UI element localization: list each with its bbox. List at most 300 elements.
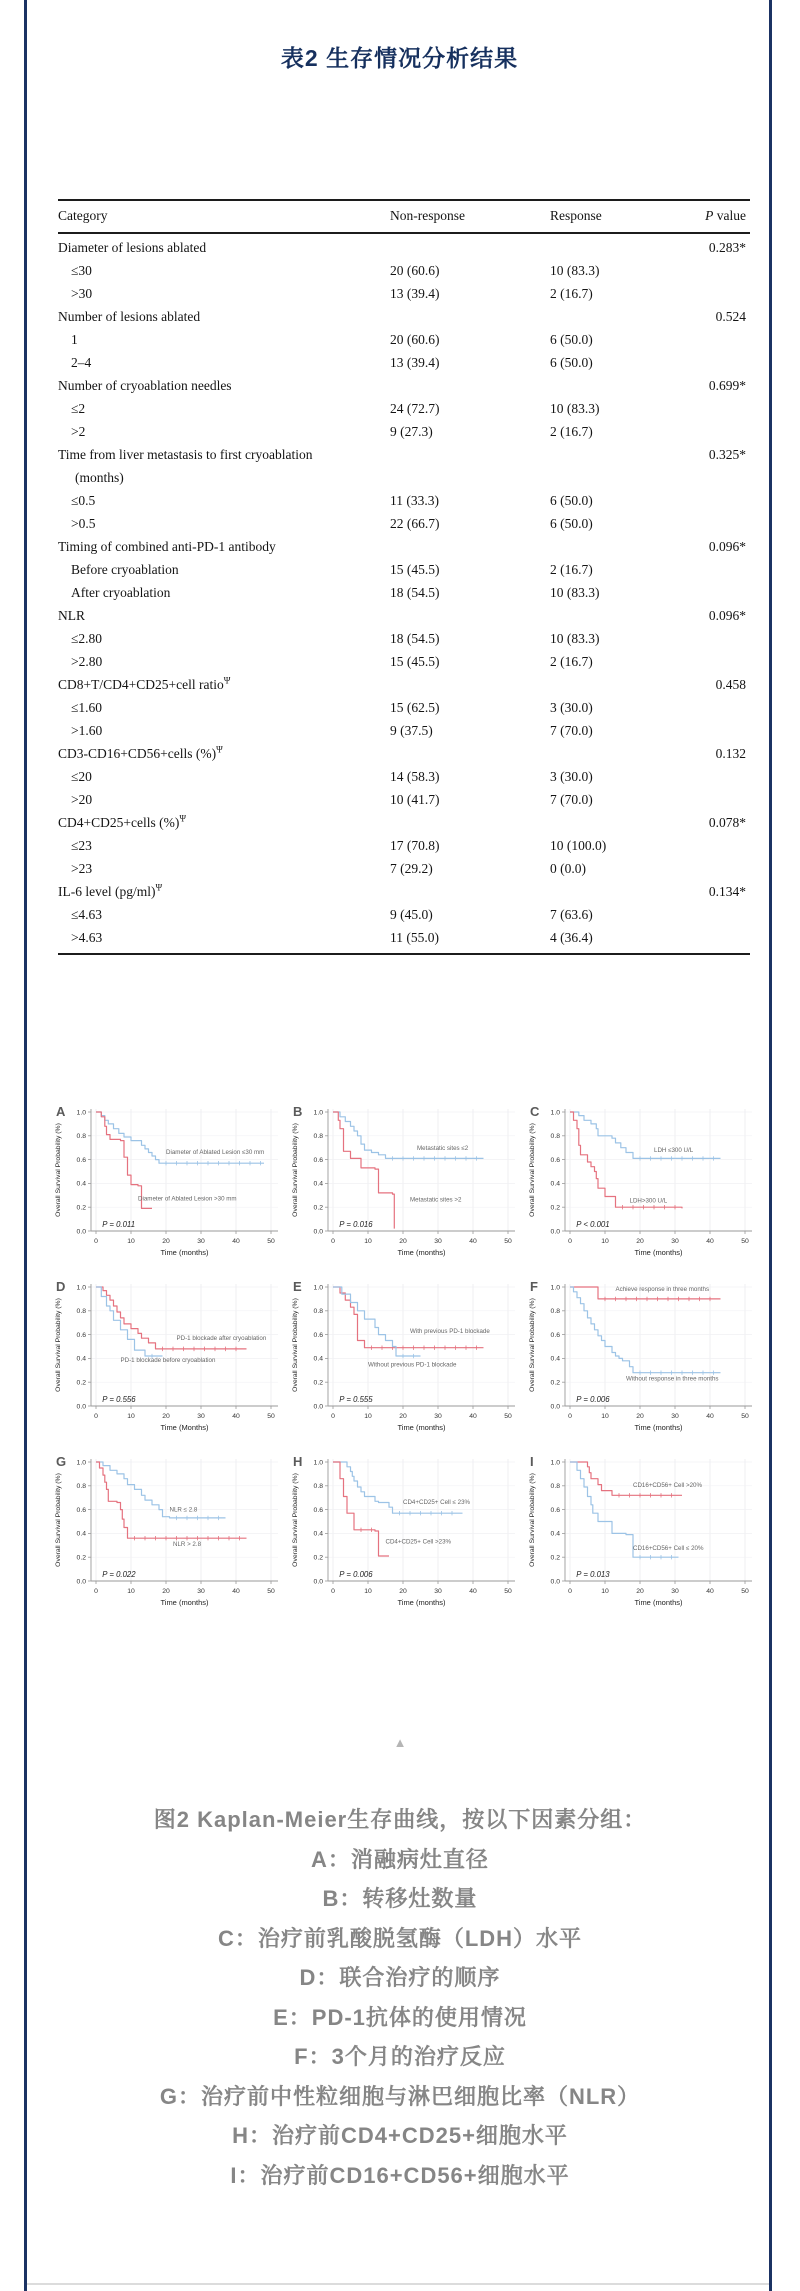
svg-text:0.8: 0.8 <box>313 1308 323 1316</box>
svg-text:10: 10 <box>364 1238 372 1245</box>
svg-text:0.2: 0.2 <box>550 1204 560 1212</box>
row-p-value <box>690 420 750 443</box>
row-non-response: 14 (58.3) <box>390 769 440 784</box>
row-response <box>550 673 690 696</box>
svg-text:0.4: 0.4 <box>76 1530 86 1538</box>
row-non-response: 11 (33.3) <box>390 493 439 508</box>
svg-text:10: 10 <box>601 1588 609 1595</box>
svg-text:40: 40 <box>232 1588 240 1595</box>
row-non-response: 24 (72.7) <box>390 401 440 416</box>
row-p-value: 0.458 <box>715 677 746 692</box>
row-p-value <box>690 765 750 788</box>
svg-text:Time (months): Time (months) <box>397 1598 446 1607</box>
svg-text:CD16+CD56+ Cell ≤ 20%: CD16+CD56+ Cell ≤ 20% <box>633 1545 704 1553</box>
svg-text:Time (months): Time (months) <box>397 1423 446 1432</box>
svg-text:0.2: 0.2 <box>76 1204 86 1212</box>
svg-text:0: 0 <box>331 1588 335 1595</box>
svg-text:0.6: 0.6 <box>313 1156 323 1164</box>
row-non-response: 22 (66.7) <box>390 516 440 531</box>
row-non-response <box>390 742 550 765</box>
row-category: ≤23 <box>71 838 92 853</box>
col-header-category: Category <box>58 208 108 223</box>
svg-text:CD4+CD25+ Cell ≤ 23%: CD4+CD25+ Cell ≤ 23% <box>403 1499 471 1507</box>
svg-text:G: G <box>56 1454 67 1469</box>
row-non-response <box>390 604 550 627</box>
row-p-value: 0.134* <box>708 884 746 899</box>
svg-text:30: 30 <box>434 1238 442 1245</box>
caption-line: 图2 Kaplan-Meier生存曲线，按以下因素分组： <box>153 1807 647 1832</box>
svg-text:0.6: 0.6 <box>313 1331 323 1339</box>
table-header-row <box>58 199 750 234</box>
row-p-value <box>690 512 750 535</box>
svg-text:P < 0.001: P < 0.001 <box>576 1219 610 1229</box>
table-row <box>58 512 750 535</box>
svg-text:10: 10 <box>364 1588 372 1595</box>
svg-text:0.2: 0.2 <box>313 1554 323 1562</box>
row-p-value <box>690 857 750 880</box>
row-p-value <box>690 719 750 742</box>
row-non-response: 15 (45.5) <box>390 654 440 669</box>
table-row <box>58 443 750 489</box>
svg-text:20: 20 <box>162 1588 170 1595</box>
svg-text:Diameter of Ablated Lesion ≤30: Diameter of Ablated Lesion ≤30 mm <box>166 1149 265 1157</box>
svg-text:0.6: 0.6 <box>76 1506 86 1514</box>
row-non-response <box>390 374 550 397</box>
svg-text:40: 40 <box>469 1238 477 1245</box>
svg-text:0.4: 0.4 <box>76 1180 86 1188</box>
caption-line: F：3个月的治疗反应 <box>294 2044 506 2069</box>
svg-text:Time (months): Time (months) <box>634 1423 683 1432</box>
svg-text:0.4: 0.4 <box>550 1355 560 1363</box>
km-panel-F <box>524 1270 761 1445</box>
row-category: NLR <box>58 608 85 623</box>
svg-text:0.8: 0.8 <box>550 1308 560 1316</box>
svg-text:0.2: 0.2 <box>550 1554 560 1562</box>
row-category: >4.63 <box>71 930 103 945</box>
svg-text:0.0: 0.0 <box>76 1403 86 1411</box>
row-p-value <box>690 627 750 650</box>
table-row <box>58 696 750 719</box>
row-category: Timing of combined anti-PD-1 antibody <box>58 539 276 554</box>
table-row <box>58 535 750 558</box>
svg-text:0: 0 <box>568 1238 572 1245</box>
table-row <box>58 903 750 926</box>
row-p-value: 0.132 <box>715 746 746 761</box>
svg-text:40: 40 <box>469 1413 477 1420</box>
table-row <box>58 673 750 696</box>
row-category: CD3-CD16+CD56+cells (%)$^\Psi$ <box>58 744 223 761</box>
svg-text:0.4: 0.4 <box>313 1530 323 1538</box>
row-p-value <box>690 259 750 282</box>
svg-text:P = 0.006: P = 0.006 <box>339 1569 373 1579</box>
table-row <box>58 650 750 673</box>
svg-text:0.0: 0.0 <box>550 1578 560 1586</box>
row-response <box>550 604 690 627</box>
svg-text:Overall Survival Probability (: Overall Survival Probability (%) <box>55 1123 62 1217</box>
row-p-value: 0.699* <box>708 378 746 393</box>
row-non-response: 10 (41.7) <box>390 792 440 807</box>
svg-text:PD-1 blockade after cryoablati: PD-1 blockade after cryoablation <box>176 1334 267 1342</box>
row-non-response: 13 (39.4) <box>390 355 440 370</box>
caption-line: G：治疗前中性粒细胞与淋巴细胞比率（NLR） <box>159 2083 641 2109</box>
svg-text:Metastatic sites >2: Metastatic sites >2 <box>410 1196 462 1204</box>
row-p-value <box>690 696 750 719</box>
caption-line: B：转移灶数量 <box>322 1886 478 1911</box>
caption-line: E：PD-1抗体的使用情况 <box>273 2004 527 2030</box>
km-panel-G <box>50 1445 287 1620</box>
row-p-value <box>690 397 750 420</box>
svg-text:10: 10 <box>127 1238 135 1245</box>
svg-text:0.0: 0.0 <box>550 1228 560 1236</box>
svg-text:PD-1 blockade before cryoablat: PD-1 blockade before cryoablation <box>120 1356 216 1364</box>
svg-text:1.0: 1.0 <box>550 1284 560 1292</box>
svg-text:20: 20 <box>399 1238 407 1245</box>
svg-text:0.8: 0.8 <box>76 1308 86 1316</box>
svg-text:0.4: 0.4 <box>76 1355 86 1363</box>
row-p-value <box>690 581 750 604</box>
svg-text:50: 50 <box>267 1588 275 1595</box>
svg-text:0.8: 0.8 <box>76 1133 86 1141</box>
row-response: 6 (50.0) <box>550 332 593 347</box>
row-p-value: 0.283* <box>708 240 746 255</box>
row-response <box>550 305 690 328</box>
table-row <box>58 489 750 512</box>
row-non-response <box>390 535 550 558</box>
row-p-value <box>690 328 750 351</box>
svg-text:Time (months): Time (months) <box>160 1598 209 1607</box>
row-p-value <box>690 282 750 305</box>
svg-text:30: 30 <box>434 1588 442 1595</box>
bottom-divider <box>27 2283 769 2285</box>
table-row <box>58 627 750 650</box>
svg-text:E: E <box>293 1279 302 1294</box>
caption-line: H：治疗前CD4+CD25+细胞水平 <box>232 2123 568 2148</box>
svg-text:0.8: 0.8 <box>313 1483 323 1491</box>
row-response: 0 (0.0) <box>550 861 586 876</box>
row-non-response: 15 (62.5) <box>390 700 440 715</box>
table-row <box>58 742 750 765</box>
svg-text:40: 40 <box>706 1413 714 1420</box>
svg-text:Overall Survival Probability (: Overall Survival Probability (%) <box>292 1123 299 1217</box>
svg-text:0.4: 0.4 <box>313 1180 323 1188</box>
svg-text:LDH ≤300 U/L: LDH ≤300 U/L <box>654 1146 694 1154</box>
row-non-response: 13 (39.4) <box>390 286 440 301</box>
row-category: Before cryoablation <box>71 562 179 577</box>
svg-text:Diameter of Ablated Lesion >30: Diameter of Ablated Lesion >30 mm <box>138 1195 237 1203</box>
row-non-response <box>390 673 550 696</box>
caption-line: C：治疗前乳酸脱氢酶（LDH）水平 <box>217 1925 583 1951</box>
table-row <box>58 765 750 788</box>
svg-text:20: 20 <box>399 1588 407 1595</box>
svg-text:0.8: 0.8 <box>313 1133 323 1141</box>
svg-text:CD16+CD56+ Cell >20%: CD16+CD56+ Cell >20% <box>633 1481 702 1489</box>
svg-text:CD4+CD25+ Cell >23%: CD4+CD25+ Cell >23% <box>385 1538 452 1546</box>
svg-text:30: 30 <box>671 1413 679 1420</box>
row-response <box>550 443 690 489</box>
svg-text:0: 0 <box>94 1588 98 1595</box>
svg-text:0.8: 0.8 <box>76 1483 86 1491</box>
svg-text:Overall Survival Probability (: Overall Survival Probability (%) <box>529 1123 536 1217</box>
table-row <box>58 259 750 282</box>
svg-text:P = 0.011: P = 0.011 <box>102 1219 136 1229</box>
svg-text:30: 30 <box>671 1238 679 1245</box>
svg-text:Overall Survival Probability (: Overall Survival Probability (%) <box>292 1298 299 1392</box>
row-category: >0.5 <box>71 516 96 531</box>
row-response: 2 (16.7) <box>550 654 593 669</box>
table-row <box>58 374 750 397</box>
svg-text:P = 0.556: P = 0.556 <box>102 1394 136 1404</box>
row-category: >1.60 <box>71 723 103 738</box>
row-response <box>550 811 690 834</box>
svg-text:C: C <box>530 1104 540 1119</box>
row-response: 2 (16.7) <box>550 424 593 439</box>
row-category: IL-6 level $(pg/ml)^\Psi$ <box>58 882 163 899</box>
row-response: 4 (36.4) <box>550 930 593 945</box>
svg-text:0.4: 0.4 <box>550 1180 560 1188</box>
row-response: 6 (50.0) <box>550 493 593 508</box>
row-category: Time from liver metastasis to first cryoablation (months) <box>58 447 313 485</box>
row-response <box>550 880 690 903</box>
row-category: Diameter of lesions ablated <box>58 240 207 255</box>
row-response: 3 (30.0) <box>550 769 593 784</box>
row-response: 2 (16.7) <box>550 286 593 301</box>
svg-text:10: 10 <box>127 1413 135 1420</box>
row-non-response: 9 (37.5) <box>390 723 433 738</box>
row-response: 2 (16.7) <box>550 562 593 577</box>
svg-text:10: 10 <box>601 1413 609 1420</box>
row-non-response: 17 (70.8) <box>390 838 440 853</box>
svg-text:1.0: 1.0 <box>76 1284 86 1292</box>
row-p-value <box>690 489 750 512</box>
row-category: CD8+T/CD4+CD25+cell ratio$^\Psi$ <box>58 675 231 692</box>
km-panel-C <box>524 1095 761 1270</box>
svg-text:1.0: 1.0 <box>313 1109 323 1117</box>
svg-text:0.2: 0.2 <box>313 1379 323 1387</box>
row-p-value: 0.325* <box>708 447 746 462</box>
svg-text:0.6: 0.6 <box>76 1331 86 1339</box>
svg-text:0.2: 0.2 <box>76 1379 86 1387</box>
row-non-response: 9 (27.3) <box>390 424 433 439</box>
svg-text:50: 50 <box>741 1238 749 1245</box>
svg-text:0.6: 0.6 <box>550 1156 560 1164</box>
svg-text:50: 50 <box>504 1413 512 1420</box>
row-non-response: 7 (29.2) <box>390 861 433 876</box>
row-response: 6 (50.0) <box>550 355 593 370</box>
svg-text:1.0: 1.0 <box>313 1284 323 1292</box>
row-category: >20 <box>71 792 93 807</box>
svg-text:P = 0.013: P = 0.013 <box>576 1569 610 1579</box>
svg-text:Time (Months): Time (Months) <box>160 1423 209 1432</box>
svg-text:Overall Survival Probability (: Overall Survival Probability (%) <box>55 1298 62 1392</box>
svg-text:NLR > 2.8: NLR > 2.8 <box>173 1540 202 1548</box>
svg-text:Overall Survival Probability (: Overall Survival Probability (%) <box>292 1473 299 1567</box>
row-p-value <box>690 834 750 857</box>
table-row <box>58 328 750 351</box>
svg-text:Achieve response in three mont: Achieve response in three months <box>615 1286 710 1294</box>
table-row <box>58 351 750 374</box>
table-row <box>58 880 750 903</box>
table-row <box>58 397 750 420</box>
table-row <box>58 811 750 834</box>
svg-text:1.0: 1.0 <box>76 1459 86 1467</box>
svg-text:P = 0.006: P = 0.006 <box>576 1394 610 1404</box>
svg-text:20: 20 <box>636 1588 644 1595</box>
row-response: 6 (50.0) <box>550 516 593 531</box>
svg-text:50: 50 <box>504 1238 512 1245</box>
svg-text:0.0: 0.0 <box>76 1578 86 1586</box>
table-row <box>58 719 750 742</box>
km-panel-B <box>287 1095 524 1270</box>
row-response <box>550 742 690 765</box>
svg-text:40: 40 <box>469 1588 477 1595</box>
svg-text:P = 0.016: P = 0.016 <box>339 1219 373 1229</box>
row-category: >23 <box>71 861 93 876</box>
row-non-response: 9 (45.0) <box>390 907 433 922</box>
row-category: After cryoablation <box>71 585 171 600</box>
row-response <box>550 374 690 397</box>
svg-text:NLR ≤ 2.8: NLR ≤ 2.8 <box>169 1506 198 1514</box>
row-non-response <box>390 236 550 259</box>
row-response: 10 (83.3) <box>550 585 600 600</box>
svg-text:Metastatic sites ≤2: Metastatic sites ≤2 <box>417 1145 469 1153</box>
svg-text:40: 40 <box>706 1588 714 1595</box>
row-p-value <box>690 926 750 949</box>
svg-text:Overall Survival Probability (: Overall Survival Probability (%) <box>55 1473 62 1567</box>
row-category: ≤1.60 <box>71 700 103 715</box>
row-category: ≤2 <box>71 401 86 416</box>
row-category: ≤2.80 <box>71 631 103 646</box>
table-row <box>58 788 750 811</box>
svg-text:20: 20 <box>636 1238 644 1245</box>
svg-text:B: B <box>293 1104 303 1119</box>
row-p-value: 0.096* <box>708 608 746 623</box>
row-p-value <box>690 903 750 926</box>
row-category: ≤30 <box>71 263 92 278</box>
svg-text:Without previous PD-1 blockade: Without previous PD-1 blockade <box>368 1361 457 1369</box>
table-row <box>58 236 750 259</box>
svg-text:0: 0 <box>94 1413 98 1420</box>
svg-text:A: A <box>56 1104 66 1119</box>
svg-text:0: 0 <box>568 1588 572 1595</box>
svg-text:I: I <box>530 1454 534 1469</box>
table-row <box>58 857 750 880</box>
svg-text:50: 50 <box>504 1588 512 1595</box>
svg-text:F: F <box>530 1279 538 1294</box>
svg-text:30: 30 <box>434 1413 442 1420</box>
svg-text:1.0: 1.0 <box>313 1459 323 1467</box>
row-response: 10 (83.3) <box>550 263 600 278</box>
svg-text:0: 0 <box>331 1413 335 1420</box>
row-category: CD4+CD25+cells (%)$^\Psi$ <box>58 813 186 830</box>
svg-text:0.6: 0.6 <box>550 1331 560 1339</box>
row-non-response: 15 (45.5) <box>390 562 440 577</box>
svg-text:0.2: 0.2 <box>313 1204 323 1212</box>
row-category: 2–4 <box>71 355 92 370</box>
svg-text:0.2: 0.2 <box>550 1379 560 1387</box>
col-header-response: Response <box>550 208 602 223</box>
svg-text:30: 30 <box>197 1238 205 1245</box>
row-non-response: 18 (54.5) <box>390 585 440 600</box>
row-category: >30 <box>71 286 93 301</box>
row-p-value <box>690 788 750 811</box>
col-header-non-response: Non-response <box>390 208 465 223</box>
row-category: >2 <box>71 424 86 439</box>
svg-text:0.2: 0.2 <box>76 1554 86 1562</box>
row-response: 10 (100.0) <box>550 838 607 853</box>
svg-text:40: 40 <box>232 1238 240 1245</box>
svg-text:10: 10 <box>364 1413 372 1420</box>
row-category: ≤4.63 <box>71 907 103 922</box>
row-non-response <box>390 811 550 834</box>
km-panel-E <box>287 1270 524 1445</box>
row-category: 1 <box>71 332 78 347</box>
svg-text:0.0: 0.0 <box>313 1403 323 1411</box>
survival-analysis-table <box>58 199 750 955</box>
svg-text:0.0: 0.0 <box>550 1403 560 1411</box>
row-p-value <box>690 351 750 374</box>
svg-text:P = 0.022: P = 0.022 <box>102 1569 136 1579</box>
table-row <box>58 581 750 604</box>
svg-text:30: 30 <box>197 1413 205 1420</box>
svg-text:1.0: 1.0 <box>76 1109 86 1117</box>
row-category: Number of lesions ablated <box>58 309 201 324</box>
svg-text:0: 0 <box>331 1238 335 1245</box>
svg-text:Time (months): Time (months) <box>397 1248 446 1257</box>
row-non-response: 20 (60.6) <box>390 263 440 278</box>
svg-text:Overall Survival Probability (: Overall Survival Probability (%) <box>529 1298 536 1392</box>
table-row <box>58 604 750 627</box>
svg-text:Time (months): Time (months) <box>634 1598 683 1607</box>
svg-text:10: 10 <box>601 1238 609 1245</box>
table-row <box>58 834 750 857</box>
svg-text:40: 40 <box>706 1238 714 1245</box>
row-p-value: 0.096* <box>708 539 746 554</box>
figure-caption <box>0 1800 800 2195</box>
table-row <box>58 305 750 328</box>
svg-text:D: D <box>56 1279 66 1294</box>
row-non-response <box>390 880 550 903</box>
svg-text:1.0: 1.0 <box>550 1109 560 1117</box>
row-category: ≤20 <box>71 769 92 784</box>
svg-text:50: 50 <box>741 1588 749 1595</box>
row-response: 7 (63.6) <box>550 907 593 922</box>
svg-text:0: 0 <box>568 1413 572 1420</box>
svg-text:50: 50 <box>741 1413 749 1420</box>
caption-line: D：联合治疗的顺序 <box>299 1965 501 1990</box>
row-p-value <box>690 558 750 581</box>
table-row <box>58 420 750 443</box>
km-figure-grid <box>50 1095 762 1620</box>
row-response: 7 (70.0) <box>550 723 593 738</box>
row-response: 10 (83.3) <box>550 401 600 416</box>
svg-text:Time (months): Time (months) <box>160 1248 209 1257</box>
svg-text:0.0: 0.0 <box>313 1228 323 1236</box>
row-non-response <box>390 305 550 328</box>
km-panel-D <box>50 1270 287 1445</box>
table-body <box>58 234 750 955</box>
row-non-response <box>390 443 550 489</box>
svg-text:0.0: 0.0 <box>313 1578 323 1586</box>
svg-text:Time (months): Time (months) <box>634 1248 683 1257</box>
row-category: ≤0.5 <box>71 493 96 508</box>
collapse-triangle-icon: ▲ <box>393 1735 407 1750</box>
svg-text:0.6: 0.6 <box>550 1506 560 1514</box>
svg-text:50: 50 <box>267 1413 275 1420</box>
svg-text:40: 40 <box>232 1413 240 1420</box>
svg-text:0.0: 0.0 <box>76 1228 86 1236</box>
row-non-response: 11 (55.0) <box>390 930 439 945</box>
svg-text:0.4: 0.4 <box>550 1530 560 1538</box>
